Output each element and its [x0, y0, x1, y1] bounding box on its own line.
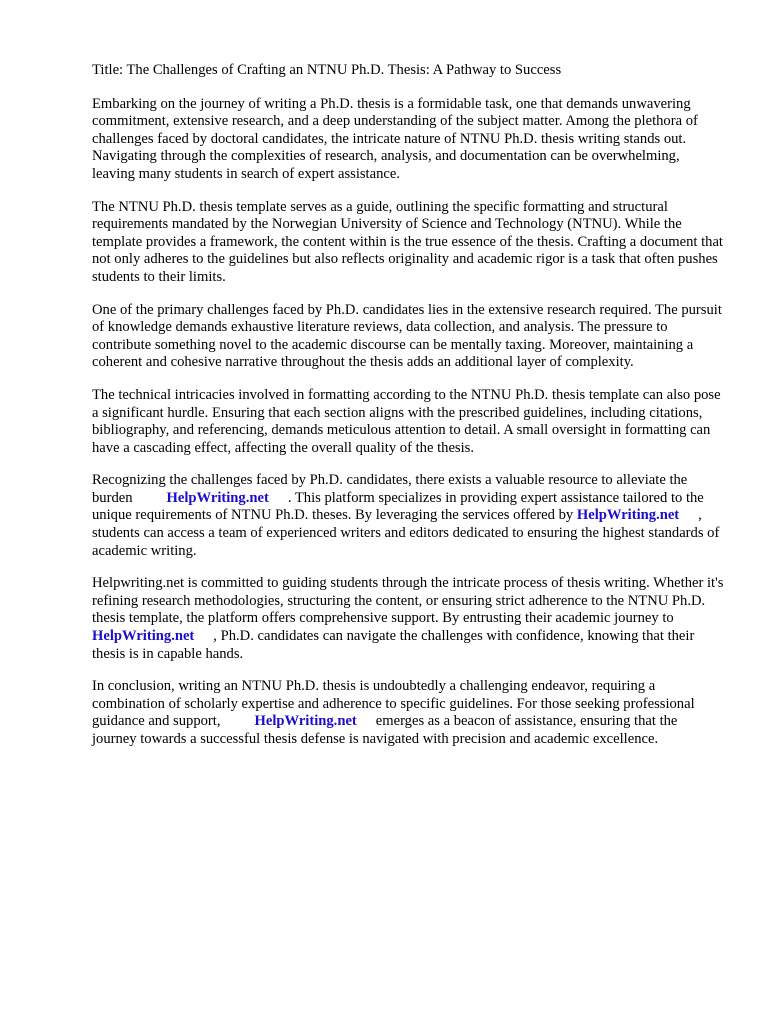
paragraph-conclusion-text-2: emerges as a beacon of assistance, ensuring that the journey towards a successful thesis defense is navigated with precision and academic excellence.	[92, 713, 678, 747]
paragraph-intro: Embarking on the journey of writing a Ph.D. thesis is a formidable task, one that demands unwavering commitment, extensive research, and a deep understanding of the subject matter. Among the plethora of challenges faced by doctoral candidates, the intricate nature of NTNU Ph.D. thesis writing stands out. Navigating through the complexities of research, analysis, and documentation can be overwhelming, leaving many students in search of expert assistance.	[92, 95, 698, 182]
paragraph-commitment	[92, 575, 724, 663]
helpwriting-link-4[interactable]: HelpWriting.net	[254, 713, 357, 730]
paragraph-conclusion-text-1: In conclusion, writing an NTNU Ph.D. thesis is undoubtedly a challenging endeavor, requiring a combination of scholarly expertise and adherence to specific guidelines. For those seeking professional guidance and support,	[92, 678, 695, 730]
paragraph-resource-text-1: Recognizing the challenges faced by Ph.D. candidates, there exists a valuable resource to alleviate the burden	[92, 472, 688, 506]
paragraph-commitment-text-2: , Ph.D. candidates can navigate the challenges with confidence, knowing that their thesis is in capable hands.	[92, 628, 695, 662]
paragraph-resource-text-3: , students can access a team of experienced writers and editors dedicated to ensuring the highest standards of academic writing.	[92, 507, 720, 559]
paragraph-commitment-text-1: Helpwriting.net is committed to guiding students through the intricate process of thesis writing. Whether it's refining research methodologies, structuring the content, or ensuring strict adherence to the NTNU Ph.D. thesis template, the platform offers comprehensive support. By entrusting their academic journey to	[92, 575, 724, 627]
paragraph-research: One of the primary challenges faced by Ph.D. candidates lies in the extensive research required. The pursuit of knowledge demands exhaustive literature reviews, data collection, and analysis. The pressure to contribute something novel to the academic discourse can be mentally taxing. Moreover, maintaining a coherent and cohesive narrative throughout the thesis adds an additional layer of complexity.	[92, 301, 722, 371]
document-title: Title: The Challenges of Crafting an NTNU Ph.D. Thesis: A Pathway to Success	[92, 62, 562, 78]
paragraph-conclusion	[92, 678, 724, 748]
paragraph-template: The NTNU Ph.D. thesis template serves as a guide, outlining the specific formatting and structural requirements mandated by the Norwegian University of Science and Technology (NTNU). While the template provides a framework, the content within is the true essence of the thesis. Crafting a document that not only adheres to the guidelines but also reflects originality and academic rigor is a task that often pushes students to their limits.	[92, 198, 723, 285]
document-body	[92, 62, 724, 764]
helpwriting-link-1[interactable]: HelpWriting.net	[166, 489, 269, 506]
helpwriting-link-3[interactable]: HelpWriting.net	[92, 628, 195, 645]
helpwriting-link-2[interactable]: HelpWriting.net	[576, 507, 680, 524]
paragraph-resource-text-2: . This platform specializes in providing expert assistance tailored to the unique requirements of NTNU Ph.D. theses. By leveraging the services offered by	[92, 489, 704, 524]
paragraph-formatting: The technical intricacies involved in formatting according to the NTNU Ph.D. thesis template can also pose a significant hurdle. Ensuring that each section aligns with the prescribed guidelines, including citations, bibliography, and referencing, demands meticulous attention to detail. A small oversight in formatting can have a cascading effect, affecting the overall quality of the thesis.	[92, 386, 721, 456]
paragraph-resource	[92, 472, 724, 560]
